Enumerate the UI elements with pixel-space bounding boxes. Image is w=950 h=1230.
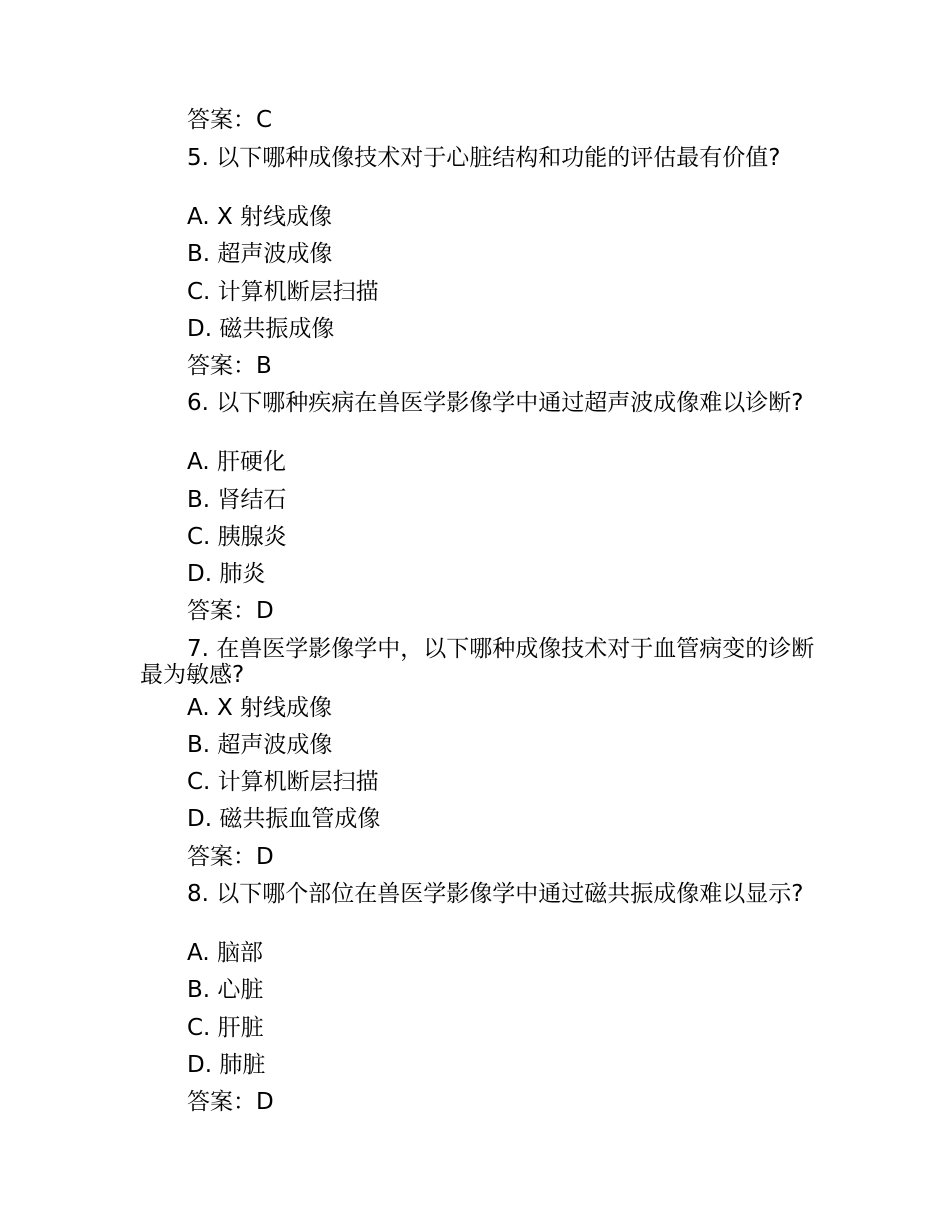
option-b: B. 超声波成像 <box>187 732 333 758</box>
option-a: A. X 射线成像 <box>187 695 333 721</box>
option-b: B. 心脏 <box>187 977 264 1003</box>
option-a: A. X 射线成像 <box>187 204 333 230</box>
answer-line: 答案：B <box>187 353 272 379</box>
question-text: 6. 以下哪种疾病在兽医学影像学中通过超声波成像难以诊断? <box>187 390 804 416</box>
question-text: 5. 以下哪种成像技术对于心脏结构和功能的评估最有价值? <box>187 145 781 171</box>
option-c: C. 计算机断层扫描 <box>187 769 379 795</box>
option-d: D. 肺脏 <box>187 1052 266 1078</box>
option-a: A. 脑部 <box>187 940 263 966</box>
answer-line: 答案：D <box>187 598 274 624</box>
option-d: D. 肺炎 <box>187 561 266 587</box>
option-d: D. 磁共振成像 <box>187 316 335 342</box>
option-c: C. 肝脏 <box>187 1015 264 1041</box>
answer-line: 答案：D <box>187 844 274 870</box>
answer-line: 答案：C <box>187 107 273 133</box>
option-b: B. 超声波成像 <box>187 241 333 267</box>
answer-line: 答案：D <box>187 1089 274 1115</box>
option-b: B. 肾结石 <box>187 487 287 513</box>
question-text: 8. 以下哪个部位在兽医学影像学中通过磁共振成像难以显示? <box>187 881 804 907</box>
option-c: C. 胰腺炎 <box>187 524 287 550</box>
option-c: C. 计算机断层扫描 <box>187 279 379 305</box>
option-a: A. 肝硬化 <box>187 449 286 475</box>
question-text: 7. 在兽医学影像学中，以下哪种成像技术对于血管病变的诊断最为敏感? <box>140 636 815 688</box>
option-d: D. 磁共振血管成像 <box>187 806 381 832</box>
